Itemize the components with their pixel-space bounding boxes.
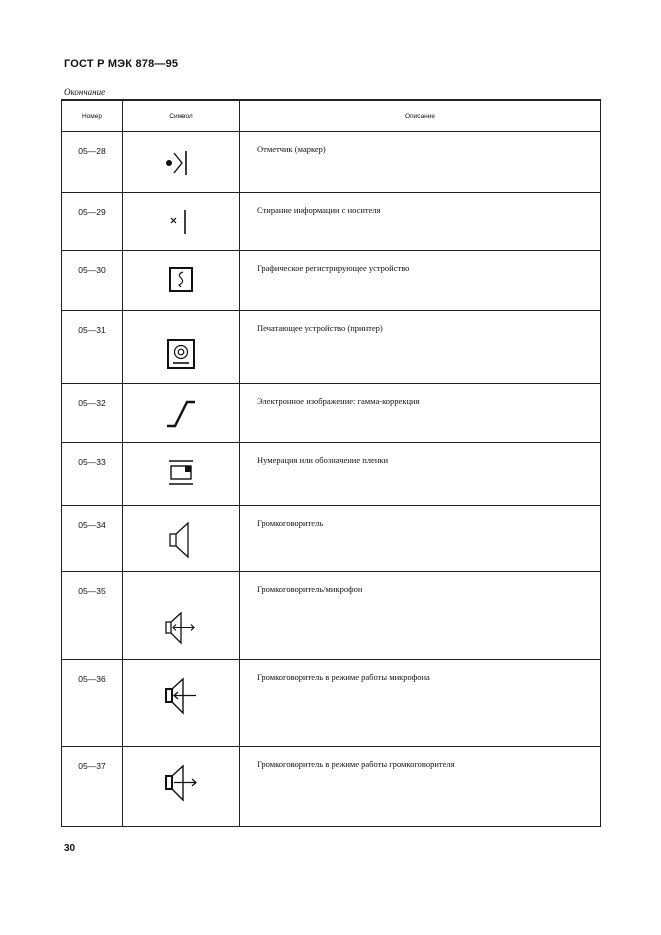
column-header-number: Номер — [62, 100, 123, 132]
symbol-cell — [123, 506, 240, 572]
loudspeaker-microphone-symbol-icon — [161, 608, 201, 648]
row-description: Громкоговоритель — [240, 506, 601, 572]
loudspeaker-speaker-mode-symbol-icon — [161, 763, 201, 803]
erase-information-symbol-icon — [161, 207, 201, 237]
gamma-correction-symbol-icon — [161, 396, 201, 430]
printer-symbol-icon — [164, 337, 198, 371]
row-number: 05—28 — [62, 132, 123, 193]
symbol-cell — [123, 132, 240, 193]
symbols-table — [61, 99, 601, 827]
row-number: 05—32 — [62, 384, 123, 443]
row-number: 05—35 — [62, 572, 123, 660]
table-row — [62, 572, 601, 660]
row-number: 05—31 — [62, 311, 123, 384]
row-description: Нумерация или обозначение пленки — [240, 443, 601, 506]
loudspeaker-symbol-icon — [164, 518, 198, 562]
row-number: 05—36 — [62, 660, 123, 747]
continuation-label: Окончание — [64, 87, 106, 97]
table-row — [62, 747, 601, 827]
symbol-cell — [123, 193, 240, 251]
symbol-cell — [123, 443, 240, 506]
symbol-cell — [123, 572, 240, 660]
marker-symbol-icon — [161, 148, 201, 178]
symbol-cell — [123, 251, 240, 311]
table-row — [62, 443, 601, 506]
row-description: Отметчик (маркер) — [240, 132, 601, 193]
row-description: Стирание информации с носителя — [240, 193, 601, 251]
standard-header: ГОСТ Р МЭК 878—95 — [64, 58, 179, 70]
page-number: 30 — [64, 843, 76, 854]
table-header-row — [62, 100, 601, 132]
symbol-cell — [123, 747, 240, 827]
table-row — [62, 193, 601, 251]
column-header-symbol: Символ — [123, 100, 240, 132]
row-description: Электронное изображение: гамма-коррекция — [240, 384, 601, 443]
film-numbering-symbol-icon — [163, 457, 199, 489]
table-row — [62, 311, 601, 384]
table-row — [62, 132, 601, 193]
symbol-cell — [123, 384, 240, 443]
symbol-cell — [123, 311, 240, 384]
graphic-recorder-symbol-icon — [165, 265, 197, 295]
table-row — [62, 660, 601, 747]
symbol-cell — [123, 660, 240, 747]
row-number: 05—29 — [62, 193, 123, 251]
row-description: Громкоговоритель в режиме работы громкоговорителя — [240, 747, 601, 827]
table-row — [62, 506, 601, 572]
row-number: 05—34 — [62, 506, 123, 572]
column-header-description: Описание — [240, 100, 601, 132]
table-row — [62, 384, 601, 443]
row-description: Печатающее устройство (принтер) — [240, 311, 601, 384]
table-row — [62, 251, 601, 311]
row-description: Громкоговоритель/микрофон — [240, 572, 601, 660]
row-number: 05—33 — [62, 443, 123, 506]
loudspeaker-microphone-mode-symbol-icon — [161, 676, 201, 716]
row-number: 05—37 — [62, 747, 123, 827]
row-description: Громкоговоритель в режиме работы микрофона — [240, 660, 601, 747]
row-description: Графическое регистрирующее устройство — [240, 251, 601, 311]
row-number: 05—30 — [62, 251, 123, 311]
